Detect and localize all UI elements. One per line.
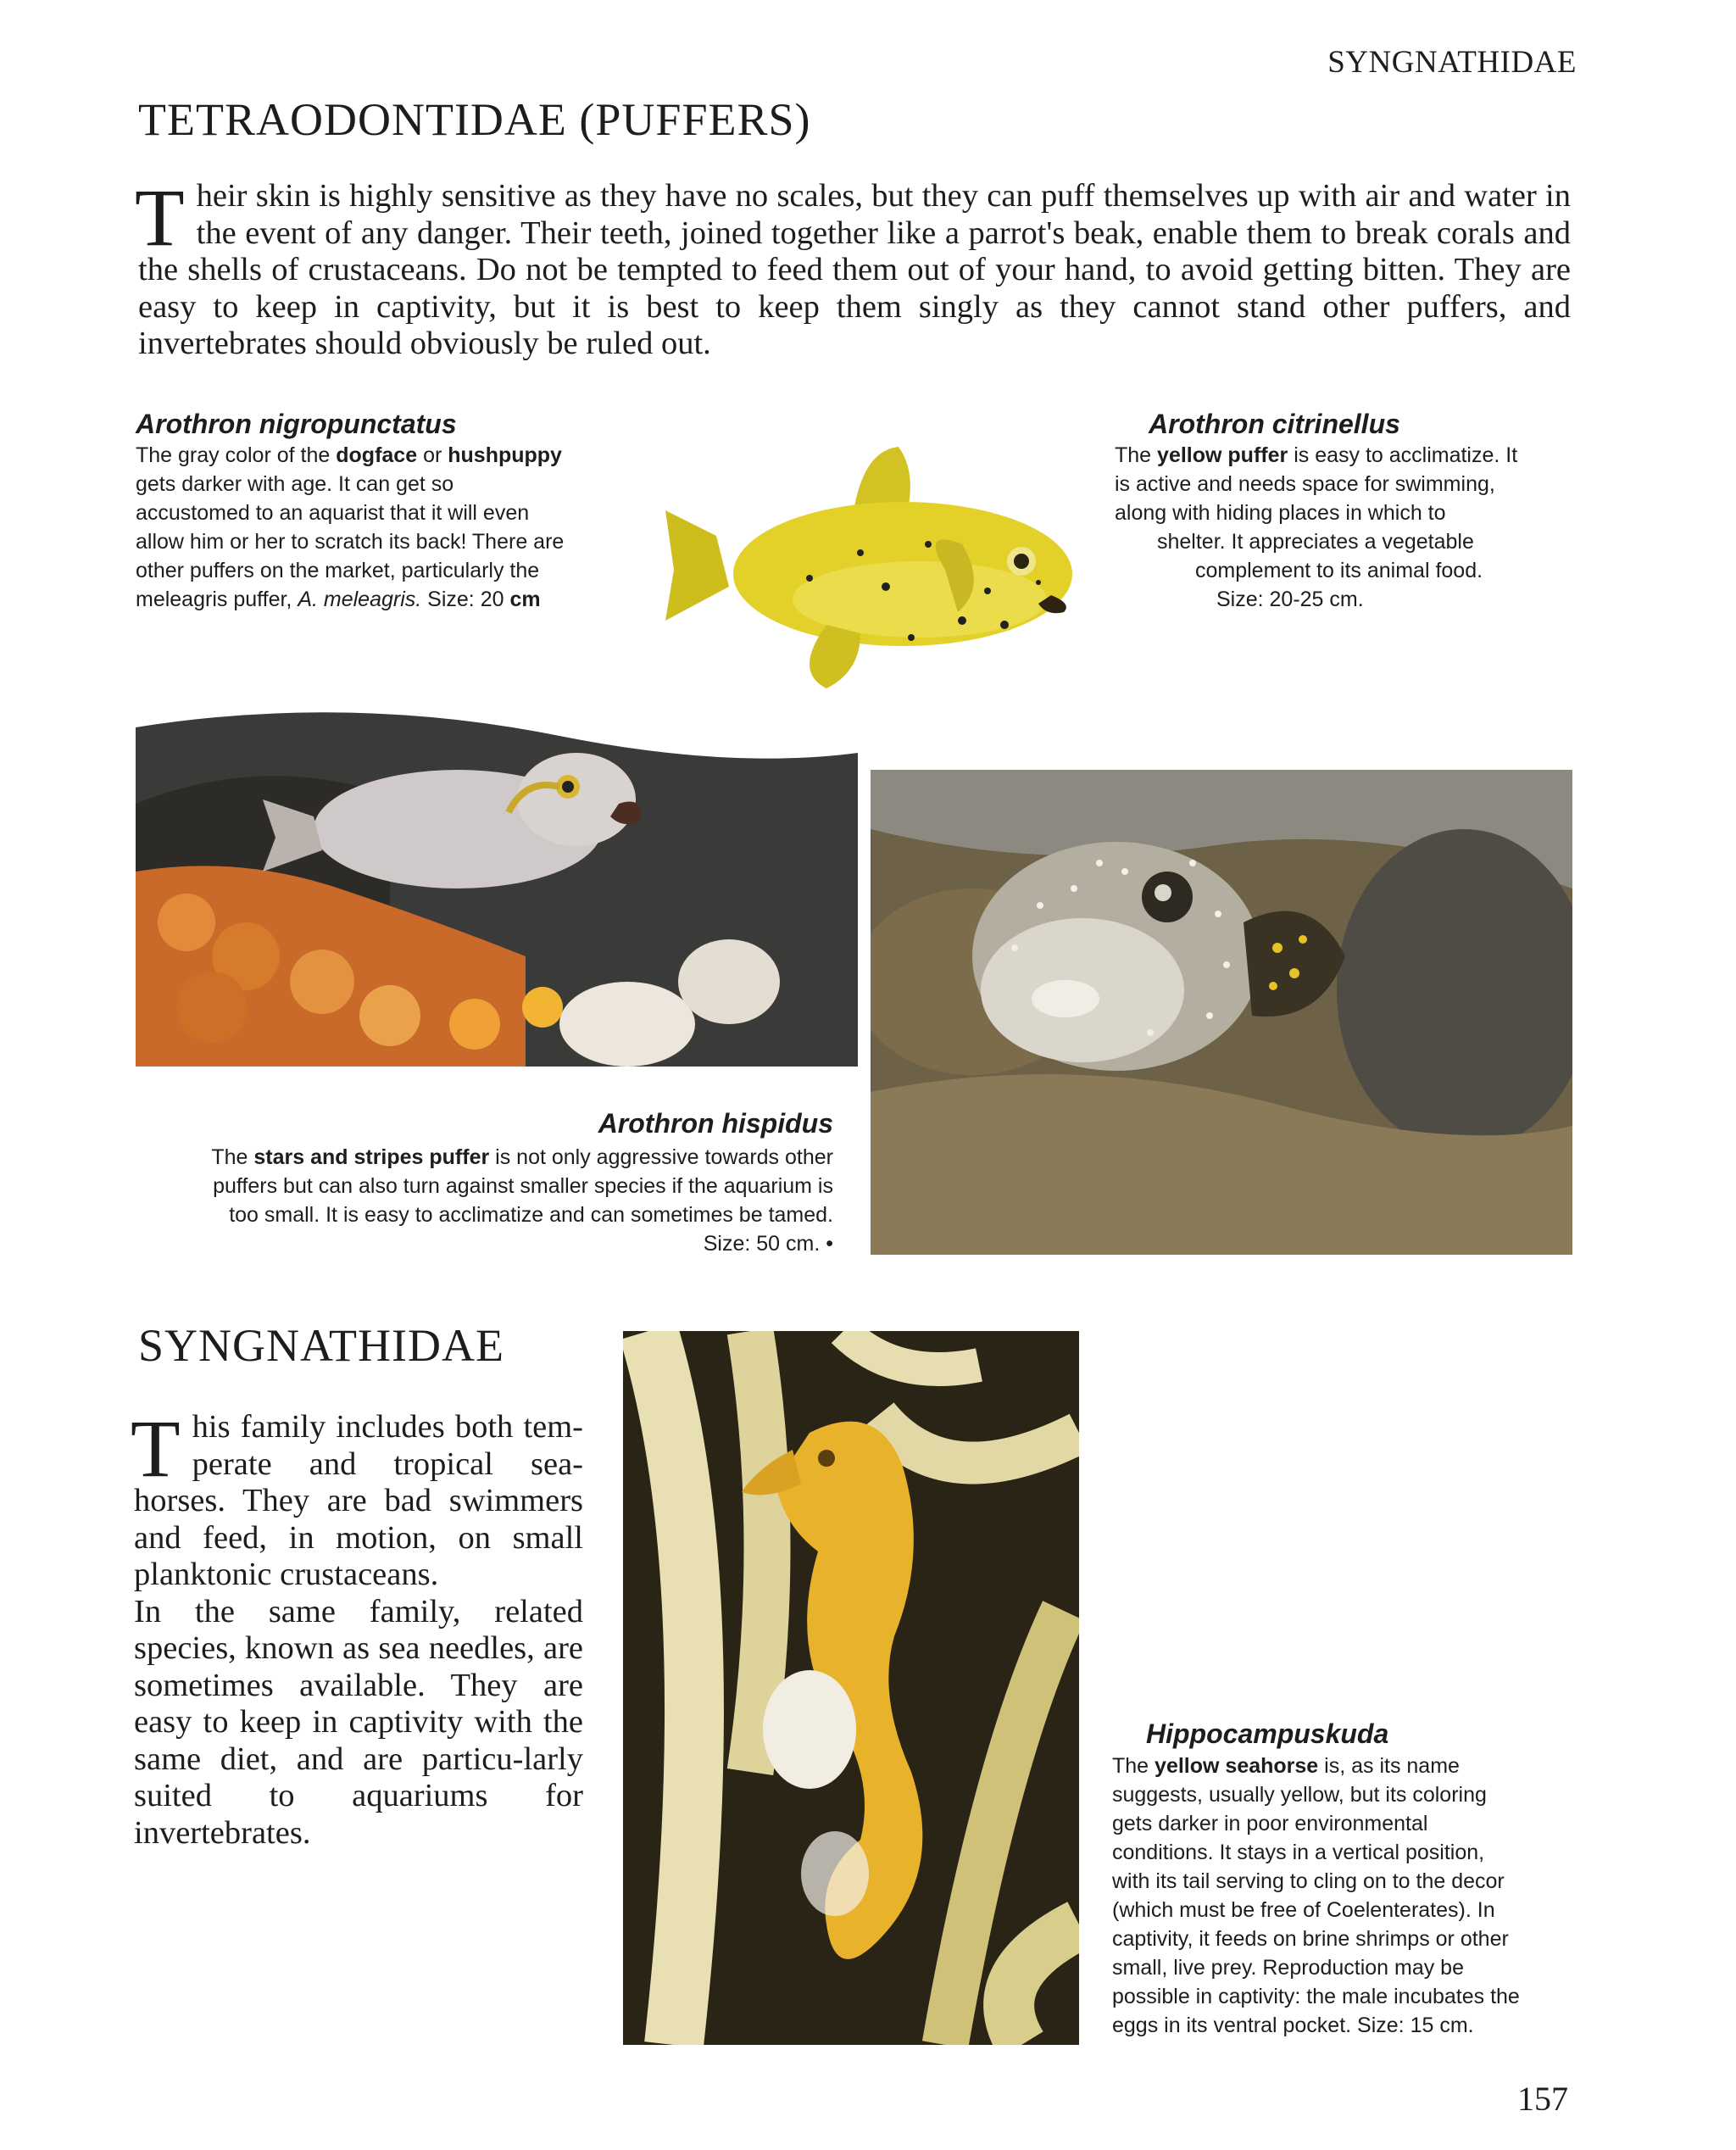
species-description-hispidus: The stars and stripes puffer is not only aggressive towards other puffers but can also turn against smaller species if the aquarium is too small. It is easy to acclimatize and can sometimes be tamed. Size: 50 cm. • [211,1145,833,1256]
drop-cap: T [131,1403,181,1494]
section-title-puffers: TETRAODONTIDAE (PUFFERS) [138,94,811,145]
intro-text-2: In the same family, related species, known as sea needles, are sometimes available. They are easy to keep in captivity with the same diet, and are particu-larly suited to aquariums for invertebrates. [134,1593,583,1851]
species-description-kuda: The yellow seahorse is, as its name suggests, usually yellow, but its coloring gets darker in poor environmental conditions. It stays in a vertical position, with its tail serving to cling on to the decor (which must be free of Coelenterates). In captivity, it feeds on brine shrimps or other small, live prey. Reproduction may be possible in captivity: the male incubates the eggs in its ventral pocket. Size: 15 cm. [1112,1754,1520,2037]
photo-dogface-puffer [136,702,858,1067]
species-name-nigropunctatus: Arothron nigropunctatus [136,409,457,439]
species-description-nigropunctatus: The gray color of the dogface or hushpuppy gets darker with age. It can get so accustomed to an aquarist that it will even allow him or her to scratch its back! There are other puffers on the market, particularly the meleagris puffer, A. meleagris. Size: 20 cm [136,443,565,611]
intro-paragraph-syngnathidae [131,1403,583,1852]
species-name-citrinellus: Arothron citrinellus [1149,409,1400,439]
section-title-syngnathidae: SYNGNATHIDAE [138,1320,504,1371]
species-description-citrinellus: The yellow puffer is easy to acclimatize. It is active and needs space for swimming, along with hiding places in which to shelter. It appreciates a vegetable complement to its animal food. Size: 20-25 cm. [1115,443,1518,611]
species-name-hispidus: Arothron hispidus [598,1108,833,1139]
running-head: SYNGNATHIDAE [1327,45,1577,80]
page-number: 157 [1517,2080,1568,2118]
intro-text: heir skin is highly sensitive as they have no scales, but they can puff themselves up with air and water in the event of any danger. Their teeth, joined together like a parrot's beak, enable them to break corals and the shells of crustaceans. Do not be tempted to feed them out of your hand, to avoid getting bitten. They are easy to keep in captivity, but it is best to keep them singly as they cannot stand other puffers, and invertebrates should obviously be ruled out. [138,178,1571,361]
photo-yellow-puffer [665,443,1106,701]
intro-paragraph-puffers [135,172,1571,363]
species-name-kuda: Hippocampuskuda [1146,1718,1389,1749]
photo-stars-and-stripes-puffer [871,770,1572,1255]
photo-yellow-seahorse [623,1331,1079,2045]
intro-text-1: his family includes both tem-perate and tropical sea-horses. They are bad swimmers and feed, in motion, on small planktonic crustaceans. [134,1409,583,1592]
drop-cap: T [135,172,185,263]
